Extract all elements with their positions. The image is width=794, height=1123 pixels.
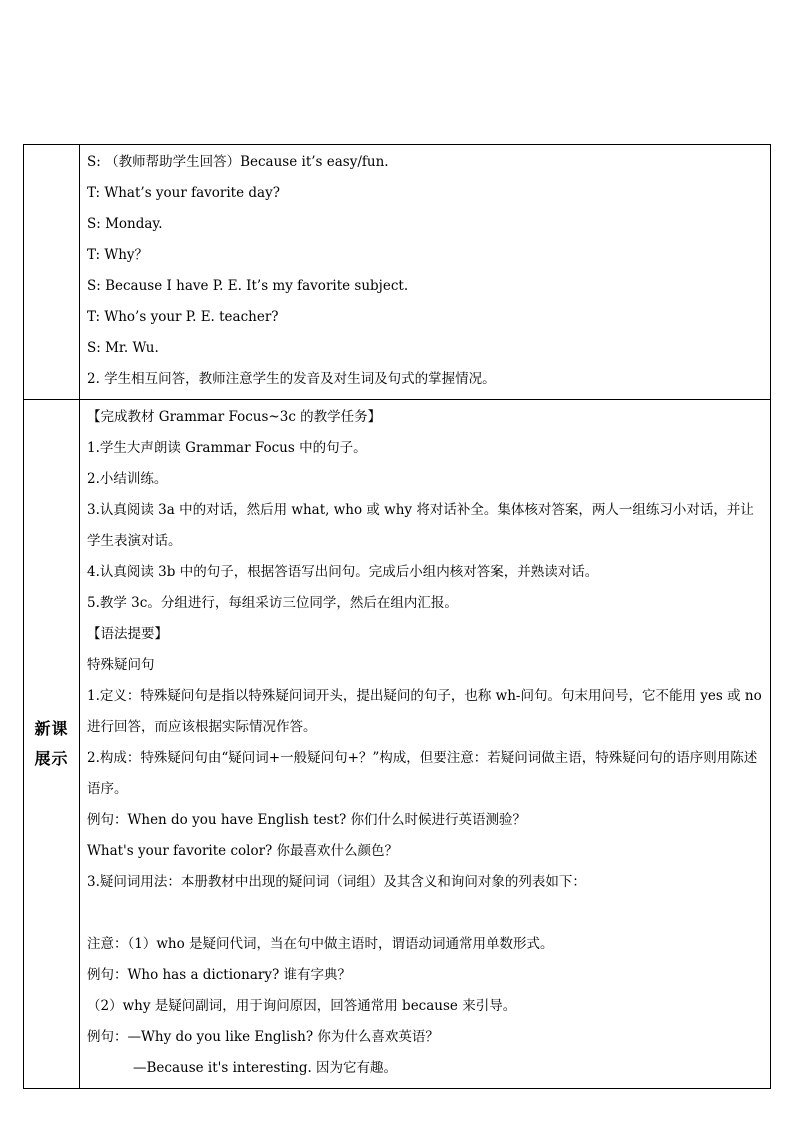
dialogue-line: T: Who’s your P. E. teacher? xyxy=(87,309,279,325)
side-cell-new-lesson xyxy=(24,400,80,1089)
lesson-content xyxy=(80,400,770,1088)
example-sentence: 例句：When do you have English test? 你们什么时候进行英语测验？ xyxy=(87,812,527,828)
dialogue-line: S: Because I have P. E. It’s my favorite subject. xyxy=(87,278,409,294)
side-cell-empty xyxy=(24,145,80,400)
task-item: 3.认真阅读 3a 中的对话，然后用 what, who 或 why 将对话补全。集体核对答案，两人一组练习小对话，并让学生表演对话。 xyxy=(87,502,754,549)
example-sentence: What's your favorite color? 你最喜欢什么颜色？ xyxy=(87,843,399,859)
table-row xyxy=(24,400,771,1089)
note-who: 注意：（1）who 是疑问代词，当在句中做主语时，谓语动词通常用单数形式。 xyxy=(87,936,554,952)
dialogue-line: 2. 学生相互问答，教师注意学生的发音及对生词及句式的掌握情况。 xyxy=(87,371,496,387)
note-why: （2）why 是疑问副词，用于询问原因，回答通常用 because 来引导。 xyxy=(87,998,517,1014)
dialogue-line: S: Monday. xyxy=(87,216,163,232)
task-heading: 【完成教材 Grammar Focus~3c 的教学任务】 xyxy=(87,409,382,425)
task-item: 5.教学 3c。分组进行，每组采访三位同学，然后在组内汇报。 xyxy=(87,595,458,611)
lesson-plan-table xyxy=(23,144,771,1089)
usage-note: 3.疑问词用法：本册教材中出现的疑问词（词组）及其含义和询问对象的列表如下： xyxy=(87,874,586,890)
grammar-title: 特殊疑问句 xyxy=(87,657,155,673)
task-item: 2.小结训练。 xyxy=(87,471,168,487)
table-row xyxy=(24,145,771,400)
dialogue-line: T: Why？ xyxy=(87,247,149,263)
dialogue-content xyxy=(80,145,770,399)
example-sentence: 例句：—Why do you like English? 你为什么喜欢英语？ xyxy=(87,1029,439,1045)
side-label-line1: 新课 xyxy=(34,719,69,738)
task-item: 1.学生大声朗读 Grammar Focus 中的句子。 xyxy=(87,440,367,456)
example-sentence: 例句：Who has a dictionary? 谁有字典？ xyxy=(87,967,352,983)
task-item: 4.认真阅读 3b 中的句子，根据答语写出问句。完成后小组内核对答案，并熟读对话。 xyxy=(87,564,599,580)
dialogue-line: T: What’s your favorite day? xyxy=(87,185,280,201)
blank-space xyxy=(87,898,764,929)
dialogue-line: S: Mr. Wu. xyxy=(87,340,159,356)
grammar-structure: 2.构成：特殊疑问句由“疑问词+一般疑问句+？”构成，但要注意：若疑问词做主语，特殊疑问句的语序则用陈述语序。 xyxy=(87,750,758,797)
grammar-heading: 【语法提要】 xyxy=(87,626,168,642)
example-answer: —Because it's interesting. 因为它有趣。 xyxy=(133,1060,398,1076)
grammar-definition: 1.定义：特殊疑问句是指以特殊疑问词开头，提出疑问的句子，也称 wh-问句。句末用问号，它不能用 yes 或 no 进行回答，而应该根据实际情况作答。 xyxy=(87,688,762,735)
side-label-line2: 展示 xyxy=(34,749,69,768)
dialogue-cell xyxy=(80,145,771,400)
lesson-content-cell xyxy=(80,400,771,1089)
dialogue-line: S: （教师帮助学生回答）Because it’s easy/fun. xyxy=(87,154,389,170)
